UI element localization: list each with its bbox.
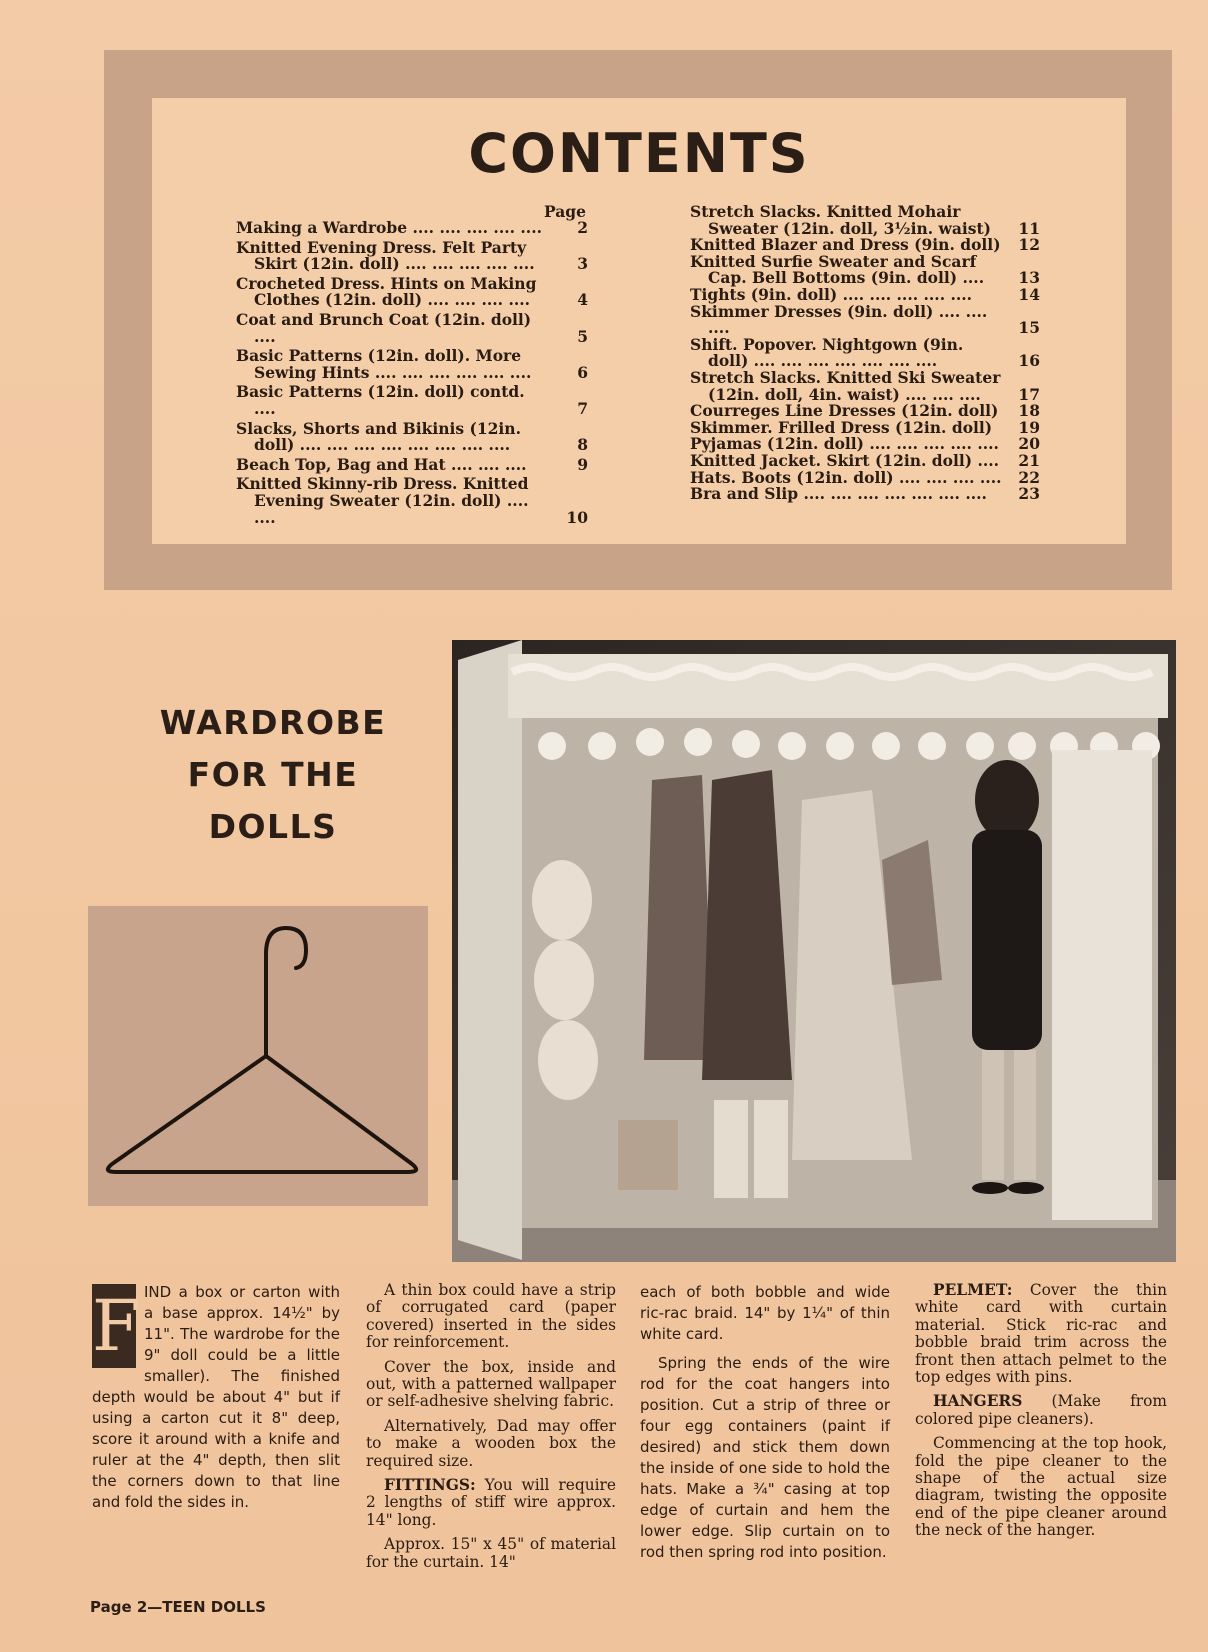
toc-entry-page: 6: [577, 362, 588, 382]
toc-entry-title: Stretch Slacks. Knitted Mohair Sweater (12in. doll, 3½in. waist): [690, 202, 992, 238]
toc-entry-title: Courreges Line Dresses (12in. doll): [690, 401, 999, 421]
toc-entry-page: 5: [577, 326, 588, 346]
article-column-1: [92, 1282, 340, 1520]
article-paragraph: [915, 1282, 1167, 1386]
wardrobe-photo: [452, 640, 1176, 1262]
toc-right-column: [690, 204, 1040, 503]
toc-entry-title: Coat and Brunch Coat (12in. doll) ....: [236, 309, 532, 346]
toc-entry-title: Slacks, Shorts and Bikinis (12in. doll) .... .... .... .... .... .... .... ....: [236, 418, 521, 455]
pelmet-label: PELMET:: [933, 1281, 1013, 1299]
toc-entry-title: Making a Wardrobe .... .... .... .... ....: [236, 218, 542, 237]
toc-entry-title: Knitted Blazer and Dress (9in. doll): [690, 235, 1001, 255]
toc-entry-page: 22: [1018, 467, 1040, 487]
toc-entry: [690, 450, 1040, 470]
toc-left-column: [236, 204, 588, 529]
article-paragraph: Spring the ends of the wire rod for the coat hangers into position. Cut a strip of three or four egg containers (paint if desired) and stick them down the inside of one side to hold the hats. Make a ¾" casing at top edge of curtain and hem the lower edge. Slip curtain on to rod then spring rod into position.: [640, 1354, 890, 1561]
toc-entry-page: 10: [566, 507, 588, 527]
toc-entry-title: Basic Patterns (12in. doll) contd. ....: [236, 382, 525, 418]
toc-entry: [236, 309, 588, 346]
toc-entry-title: Beach Top, Bag and Hat .... .... ....: [236, 454, 527, 474]
article-paragraph: [915, 1393, 1167, 1428]
heading-line: FOR THE: [187, 755, 359, 794]
toc-entry: [690, 204, 1040, 237]
toc-entry-page: 21: [1018, 450, 1040, 470]
toc-entry-page: 15: [1018, 318, 1040, 338]
hangers-text: (Make from colored pipe cleaners).: [915, 1392, 1167, 1428]
toc-entry: [690, 486, 1040, 503]
toc-entry: [236, 237, 588, 274]
toc-entry-page: 3: [577, 254, 588, 274]
toc-entry-title: Tights (9in. doll) .... .... .... .... ....: [690, 284, 973, 304]
toc-entry-page: 18: [1018, 401, 1040, 421]
toc-entry: [236, 220, 588, 237]
toc-entry-title: Knitted Skinny-rib Dress. Knitted Evening Sweater (12in. doll) .... ....: [236, 474, 529, 527]
toc-entry-title: Crocheted Dress. Hints on Making Clothes (12in. doll) .... .... .... ....: [236, 273, 537, 310]
toc-entry-page: 16: [1018, 351, 1040, 371]
article-paragraph: Approx. 15" x 45" of material for the curtain. 14": [366, 1535, 616, 1571]
fittings-label: FITTINGS:: [384, 1476, 476, 1495]
toc-entry-page: 13: [1018, 268, 1040, 288]
toc-entry-page: 9: [577, 454, 588, 474]
toc-entry-page: 23: [1018, 484, 1040, 504]
toc-entry: [690, 301, 1040, 338]
toc-page-header: Page: [544, 202, 586, 221]
toc-entry-title: Stretch Slacks. Knitted Ski Sweater (12in. doll, 4in. waist) .... .... ....: [690, 367, 1001, 404]
toc-entry-page: 11: [1018, 218, 1040, 238]
toc-entry-title: Knitted Jacket. Skirt (12in. doll) ....: [690, 450, 1000, 470]
article-paragraph: A thin box could have a strip of corrugated card (paper covered) inserted in the sides for reinforcement.: [366, 1281, 616, 1352]
fittings-text: You will require 2 lengths of stiff wire approx. 14" long.: [366, 1476, 616, 1529]
article-column-2: [366, 1282, 616, 1578]
drop-cap: F: [92, 1285, 141, 1367]
toc-entry: [236, 348, 588, 381]
heading-line: DOLLS: [208, 807, 338, 846]
toc-entry-title: Shift. Popover. Nightgown (9in. doll) .... .... .... .... .... .... ....: [690, 334, 964, 371]
toc-entry-title: Knitted Surfie Sweater and Scarf Cap. Bell Bottoms (9in. doll) ....: [690, 251, 985, 288]
article-paragraph: Commencing at the top hook, fold the pipe cleaner to the shape of the actual size diagram, twisting the opposite end of the pipe cleaner around the neck of the hanger.: [915, 1434, 1167, 1540]
heading-line: WARDROBE: [159, 703, 387, 742]
hangers-label: HANGERS: [933, 1392, 1023, 1411]
toc-entry-page: 20: [1018, 434, 1040, 454]
toc-entry-title: Pyjamas (12in. doll) .... .... .... .... ....: [690, 434, 999, 454]
toc-entry-title: Basic Patterns (12in. doll). More Sewing Hints .... .... .... .... .... ....: [236, 346, 532, 382]
article-column-3: [640, 1282, 890, 1571]
toc-entry-page: 17: [1018, 384, 1040, 404]
toc-entry: [236, 418, 588, 455]
toc-entry-page: 2: [577, 218, 588, 237]
toc-entry: [236, 476, 588, 526]
toc-entry-page: 7: [577, 398, 588, 418]
toc-entry-title: Bra and Slip .... .... .... .... .... .... ....: [690, 484, 987, 504]
toc-entry-page: 8: [577, 435, 588, 455]
toc-entry: [690, 334, 1040, 371]
contents-title: CONTENTS: [468, 122, 810, 185]
toc-entry: [236, 454, 588, 474]
pelmet-text: Cover the thin white card with curtain material. Stick ric-rac and bobble braid trim across the front then attach pelmet to the top edges with pins.: [915, 1281, 1167, 1387]
toc-entry: [236, 384, 588, 417]
page-footer: Page 2—TEEN DOLLS: [90, 1598, 266, 1616]
toc-entry-page: 12: [1018, 235, 1040, 255]
hanger-diagram: [88, 906, 428, 1206]
toc-entry-title: Hats. Boots (12in. doll) .... .... .... ....: [690, 467, 1002, 487]
wardrobe-illustration: [452, 640, 1176, 1262]
article-paragraph: each of both bobble and wide ric-rac braid. 14" by 1¼" of thin white card.: [640, 1283, 890, 1343]
toc-entry: [690, 367, 1040, 404]
toc-entry-title: Skimmer Dresses (9in. doll) .... .... ....: [690, 301, 988, 338]
article-paragraph: Cover the box, inside and out, with a patterned wallpaper or self-adhesive shelving fabric.: [366, 1357, 616, 1411]
toc-entry: [236, 273, 588, 310]
article-paragraph: [366, 1477, 616, 1529]
article-paragraph: Alternatively, Dad may offer to make a wooden box the required size.: [366, 1416, 616, 1470]
article-paragraph: IND a box or carton with a base approx. 14½" by 11". The wardrobe for the 9" doll could be a little smaller). The finished depth would be about 4" but if using a carton cut it 8" deep, score it around with a knife and ruler at the 4" depth, then slit the corners down to that line and fold the sides in.: [92, 1283, 340, 1511]
article-column-4: [915, 1282, 1167, 1547]
hanger-icon: [88, 906, 428, 1206]
toc-entry: [690, 251, 1040, 288]
toc-entry-page: 19: [1018, 417, 1040, 437]
toc-entry-title: Skimmer. Frilled Dress (12in. doll): [690, 417, 993, 437]
toc-entry-page: 4: [577, 290, 588, 310]
article-heading: [100, 697, 446, 853]
toc-entry-title: Knitted Evening Dress. Felt Party Skirt (12in. doll) .... .... .... .... ....: [236, 237, 535, 274]
toc-entry-page: 14: [1018, 284, 1040, 304]
